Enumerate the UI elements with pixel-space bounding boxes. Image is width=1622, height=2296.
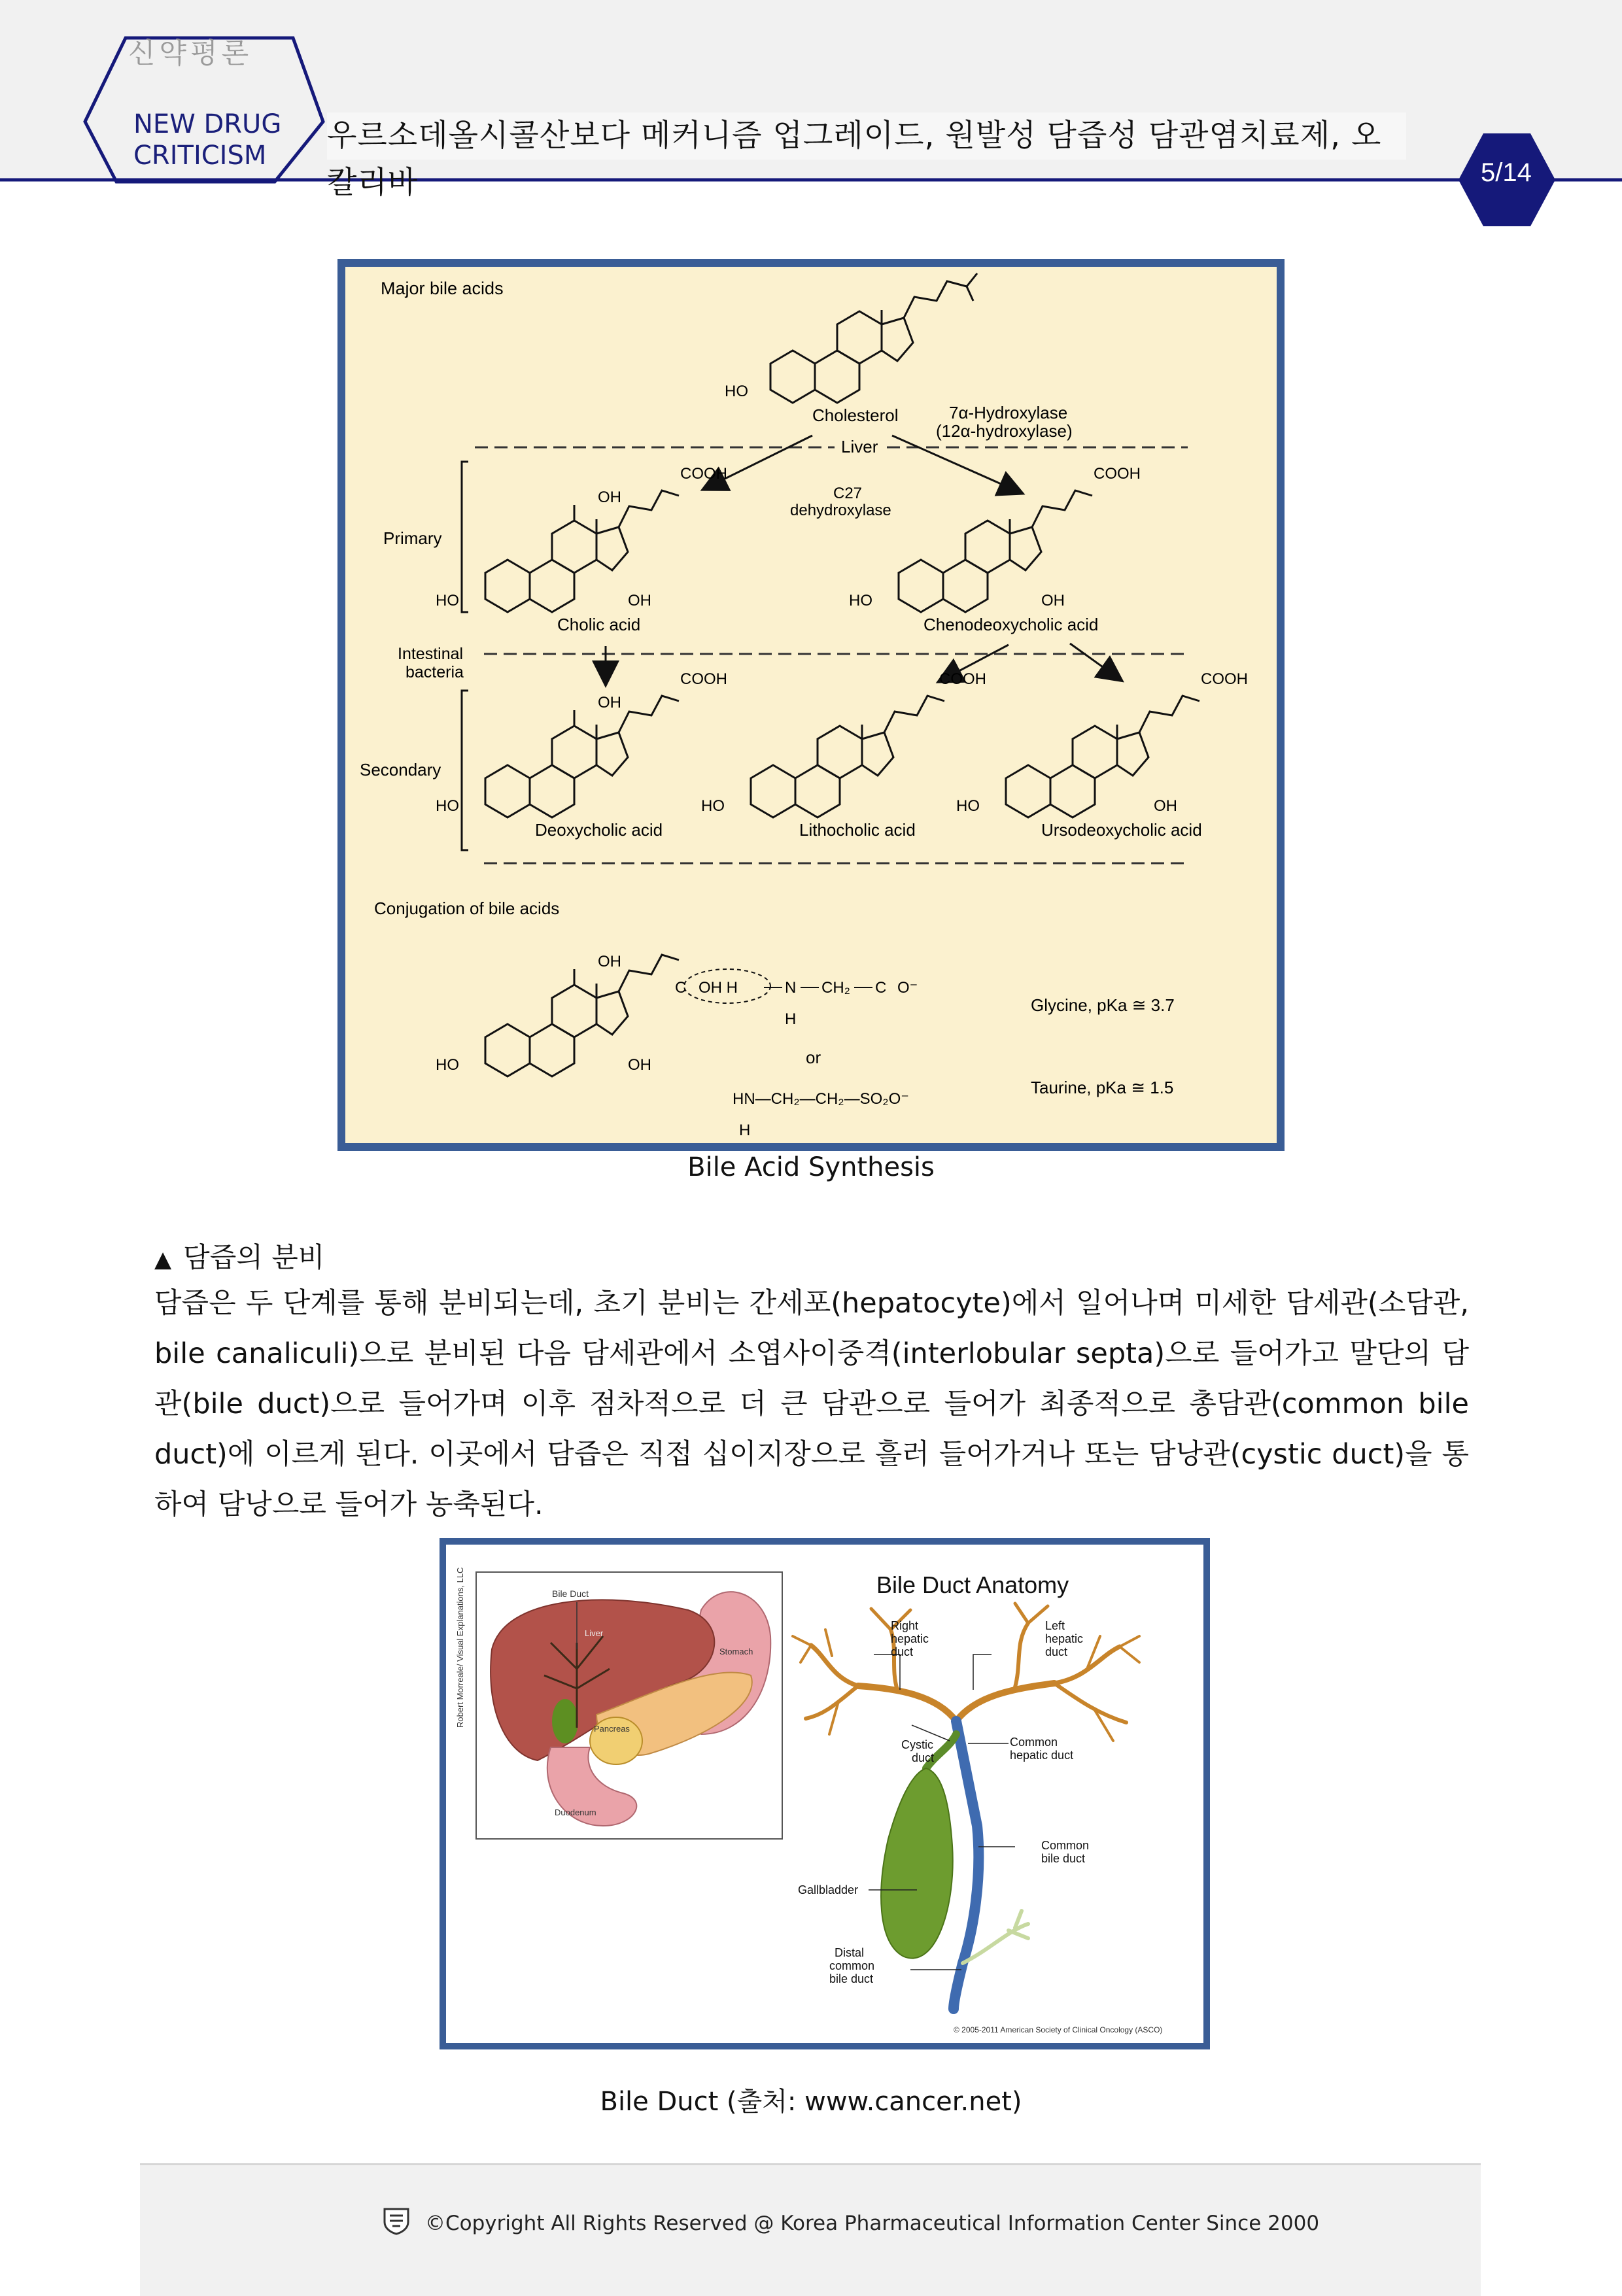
svg-text:COOH: COOH [680,670,727,688]
svg-text:OH: OH [598,488,621,506]
svg-text:COOH: COOH [1094,465,1141,483]
svg-text:OH: OH [598,953,621,970]
common-bile-duct-label: Common bile duct [1041,1839,1090,1865]
svg-text:N: N [785,979,797,997]
bile-acid-synthesis-figure [337,259,1285,1151]
deoxycholic-label: Deoxycholic acid [535,820,663,840]
primary-label: Primary [383,528,442,548]
brand-line-1: NEW DRUG [133,109,282,139]
inset-bile-duct-label: Bile Duct [552,1588,589,1599]
glycine-label: Glycine, pKa ≅ 3.7 [1031,995,1175,1015]
svg-text:HO: HO [725,383,748,400]
svg-text:HO: HO [436,797,459,815]
brand-korean: 신약평론 [128,37,253,70]
figure2-caption: Bile Duct (출처: www.cancer.net) [600,2087,1022,2117]
svg-text:H: H [739,1122,751,1139]
intestinal-label-1: Intestinal [398,645,464,663]
right-hepatic-label: Right hepatic duct [891,1619,929,1658]
inset-liver-label: Liver [585,1628,604,1638]
svg-text:H: H [785,1010,797,1028]
cholic-acid-label: Cholic acid [557,615,641,634]
svg-text:C: C [675,979,687,997]
section-paragraph: 담즙은 두 단계를 통해 분비되는데, 초기 분비는 간세포(hepatocyte)에서 일어나며 미세한 담세관(소담관, bile canaliculi)으로 분비된 다음 담세관에서 소엽사이중격(interlobular septa)으로 들어가고 말단의 담관(bile duct)으로 들어가며 이후 점차적으로 더 큰 담관으로 들어가 최종적으로 총담관(common bile duct)에 이르게 된다. 이곳에서 담즙은 직접 십이지장으로 흘러 들어가거나 또는 담낭관(cystic duct)을 통하여 담낭으로 들어가 농축된다. [154,1287,1469,1521]
svg-text:COOH: COOH [680,465,727,483]
enzyme-label-1: 7α-Hydroxylase [949,403,1068,422]
distal-duct-label: Distal common bile duct [829,1946,875,1985]
kpic-shield-icon [382,2206,411,2235]
asco-copyright: © 2005-2011 American Society of Clinical Oncology (ASCO) [954,2025,1163,2034]
svg-text:CH₂: CH₂ [821,979,850,997]
cholesterol-label: Cholesterol [812,405,899,425]
cdca-label: Chenodeoxycholic acid [923,615,1099,634]
svg-text:OH H: OH H [699,979,738,997]
c27-label-2: dehydroxylase [790,502,891,519]
section-heading [154,1236,324,1275]
svg-text:HO: HO [436,592,459,609]
secondary-label: Secondary [360,760,441,780]
liver-label: Liver [841,437,878,456]
svg-text:OH: OH [1041,592,1065,609]
gallbladder-label: Gallbladder [798,1883,859,1896]
svg-text:C: C [875,979,887,997]
triangle-bullet-icon: ▲ [154,1246,172,1273]
svg-text:COOH: COOH [1201,670,1248,688]
svg-text:HO: HO [436,1056,459,1074]
c27-label: C27 [833,485,863,502]
brand-line-2: CRITICISM [133,141,267,171]
svg-text:HO: HO [701,797,725,815]
intestinal-label-2: bacteria [406,663,464,681]
svg-text:OH: OH [598,694,621,711]
common-hepatic-label: Common hepatic duct [1010,1736,1074,1762]
page-number: 5/14 [1481,158,1532,187]
svg-text:COOH: COOH [939,670,986,688]
svg-text:HN—CH₂—CH₂—SO₂O⁻: HN—CH₂—CH₂—SO₂O⁻ [733,1090,909,1108]
section-heading-text: 담즙의 분비 [183,1241,325,1273]
inset-gallbladder [552,1699,578,1743]
enzyme-label-2: (12α-hydroxylase) [936,421,1073,441]
conjugation-title: Conjugation of bile acids [374,899,560,918]
bile-duct-anatomy-figure [440,1538,1210,2049]
anatomy-title: Bile Duct Anatomy [876,1571,1069,1598]
footer-copyright: ©Copyright All Rights Reserved @ Korea Pharmaceutical Information Center Since 2000 [425,2212,1320,2235]
major-bile-acids-title: Major bile acids [381,279,504,298]
taurine-label: Taurine, pKa ≅ 1.5 [1031,1078,1174,1097]
inset-stomach-label: Stomach [719,1647,753,1656]
svg-text:HO: HO [849,592,872,609]
lithocholic-label: Lithocholic acid [799,820,916,840]
udca-label: Ursodeoxycholic acid [1041,820,1202,840]
brand-english [133,109,281,171]
conjugation-or: or [806,1048,821,1067]
figure1-caption: Bile Acid Synthesis [687,1152,935,1182]
svg-text:OH: OH [628,1056,651,1074]
page-title: 우르소데올시콜산보다 메커니즘 업그레이드, 원발성 담즙성 담관염치료제, 오칼리바 [327,112,1406,160]
svg-text:OH: OH [628,592,651,609]
inset-pancreas-label: Pancreas [594,1724,630,1734]
svg-text:OH: OH [1154,797,1177,815]
svg-text:O⁻: O⁻ [897,979,918,997]
side-credit: Robert Morreale/ Visual Explanations, LLC [455,1567,465,1728]
left-hepatic-label: Left hepatic duct [1045,1619,1084,1658]
svg-text:HO: HO [956,797,980,815]
cystic-duct-label: Cystic duct [901,1738,935,1764]
inset-duodenum-label: Duodenum [555,1808,596,1817]
